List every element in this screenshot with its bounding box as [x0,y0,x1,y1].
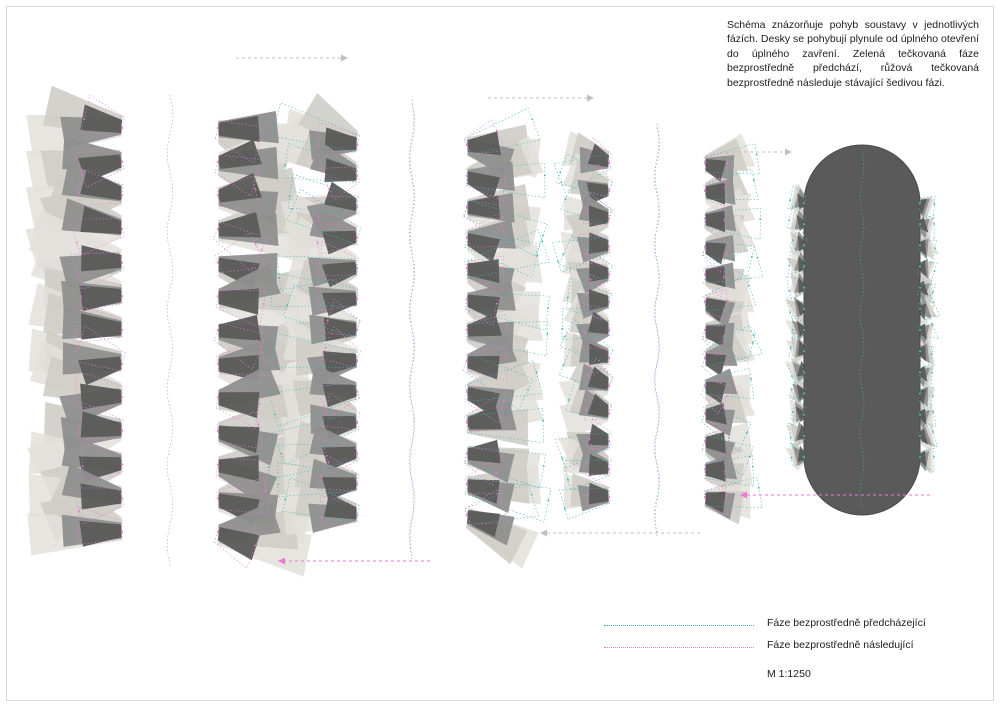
arrow-2-3-top [488,95,594,102]
arrow-3-4-top [726,149,792,156]
scale-label: M 1:1250 [767,668,811,680]
legend-item-previous-phase [604,615,984,637]
legend-label-following-phase: Fáze bezprostředně následující [767,639,914,651]
note-text: Schéma znázorňuje pohyb soustavy v jednotlivých fázích. Desky se pohybují plynule od úplného otevření do úplného zavření. Zelená tečkovaná fáze bezprostředně předchází, růžová tečkovaná bezprostředně následuje stávající šedivou fázi. [727,19,979,89]
arrow-1-2-top [236,55,348,62]
explanatory-note [727,18,979,90]
legend-swatch-following-phase [604,647,754,648]
legend [604,615,984,659]
arrow-2-1-bottom [278,558,430,565]
legend-label-previous-phase: Fáze bezprostředně předcházející [767,617,926,629]
arrow-3-2-bottom [540,530,700,537]
legend-swatch-previous-phase [604,625,754,626]
legend-item-following-phase [604,637,984,659]
arrow-4-3-bottom [740,492,930,499]
